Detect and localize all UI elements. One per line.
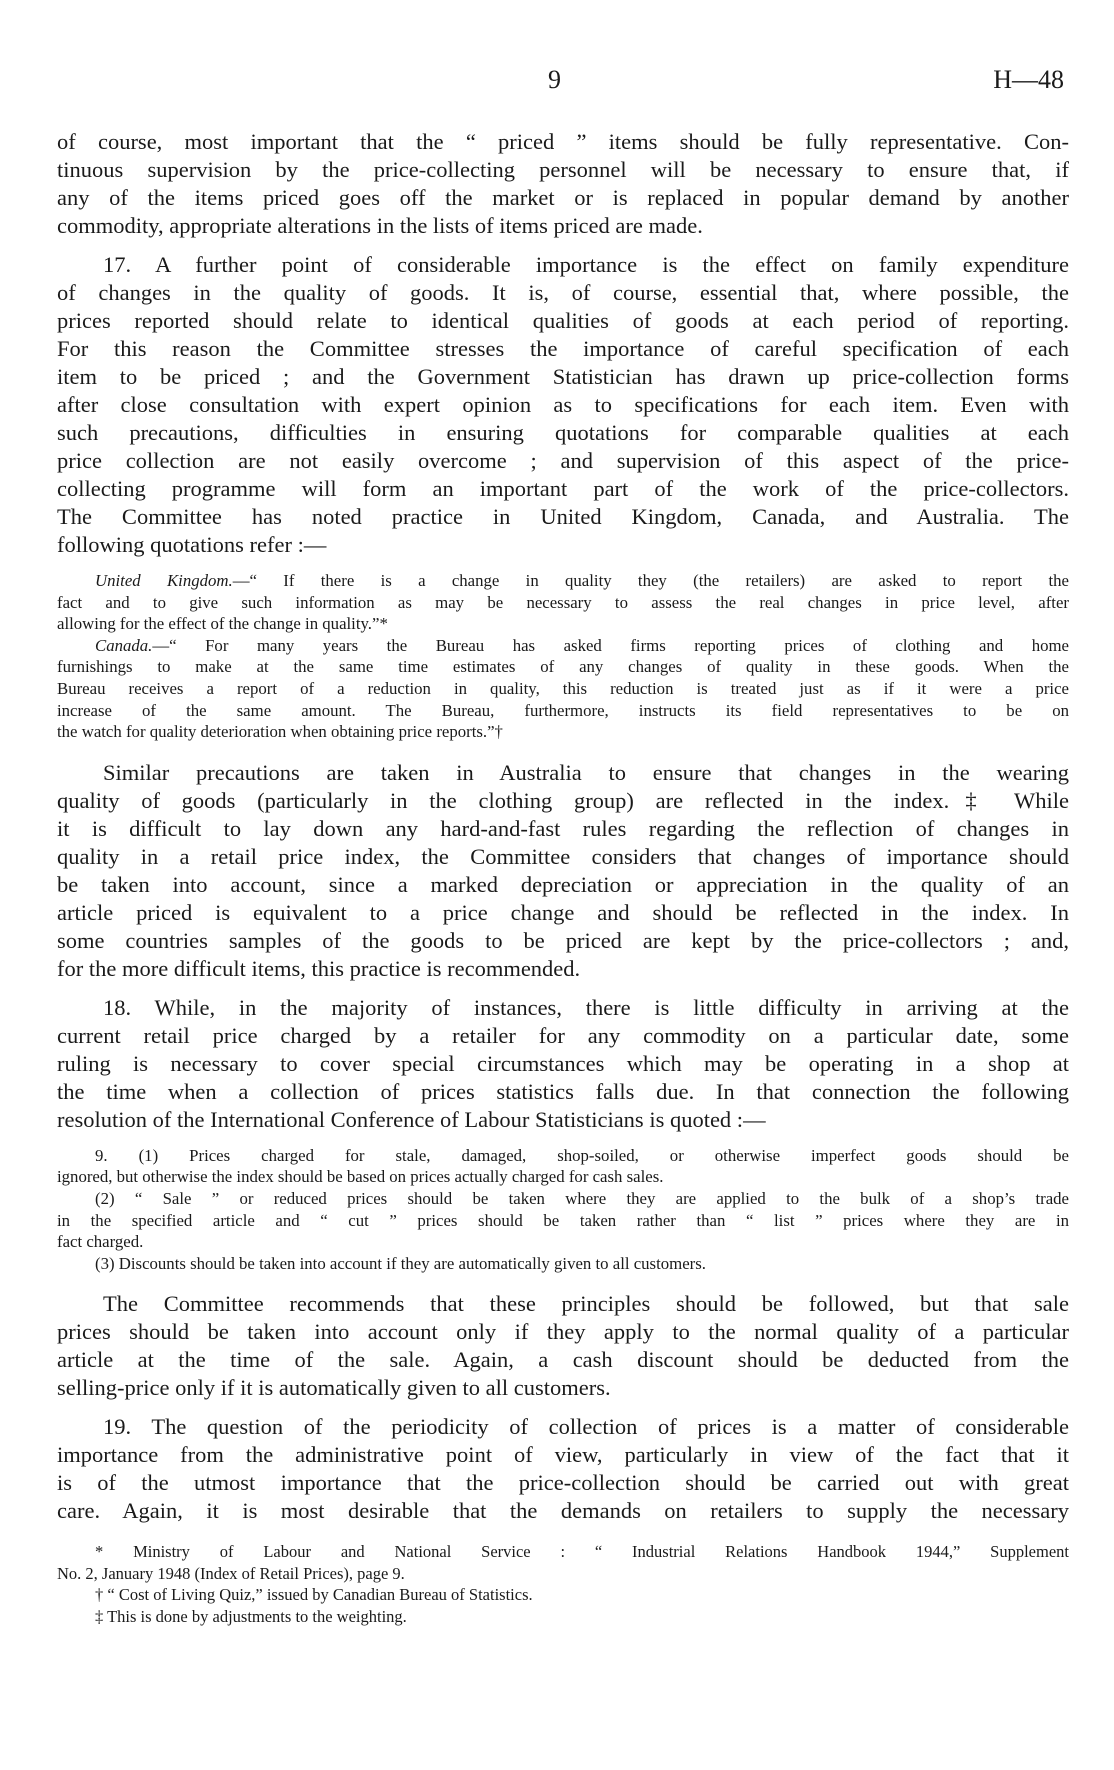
quote-item — [57, 1145, 1069, 1188]
paragraph — [57, 1413, 1069, 1525]
quote-text: —“ If there is a change in quality they (the retailers) are asked to report the — [232, 571, 1069, 590]
text-line: resolution of the International Conference of Labour Statisticians is quoted :— — [57, 1106, 766, 1132]
text-line — [57, 1210, 1069, 1232]
quote-source: United Kingdom. — [95, 571, 233, 590]
footnote — [57, 1606, 1069, 1627]
text-line: care. Again, it is most desirable that the demands on retailers to supply the necessary — [57, 1498, 1069, 1524]
text-line: ‡ This is done by adjustments to the weighting. — [95, 1606, 407, 1626]
paragraph — [57, 128, 1069, 240]
text-line: No. 2, January 1948 (Index of Retail Prices), page 9. — [57, 1563, 405, 1583]
quote-item — [57, 1253, 1069, 1275]
quote-text: —“ For many years the Bureau has asked firms reporting prices of clothing and home — [152, 635, 1069, 655]
text-line: Similar precautions are taken in Australia to ensure that changes in the wearing — [103, 759, 1069, 785]
quote-item — [57, 1188, 1069, 1253]
text-line — [57, 1253, 1069, 1275]
block-quote — [57, 1145, 1069, 1275]
text-line: For this reason the Committee stresses the importance of careful specification of each — [57, 336, 1069, 361]
text-line: after close consultation with expert opinion as to specifications for each item. Even with — [57, 392, 1069, 417]
text-line: for the more difficult items, this practice is recommended. — [57, 955, 581, 981]
text-line: collecting programme will form an important part of the work of the price-collectors. — [57, 476, 1069, 501]
text-line: quality in a retail price index, the Committee considers that changes of importance should — [57, 843, 1069, 869]
text-line — [57, 1145, 1069, 1167]
document-reference: H—48 — [993, 65, 1064, 94]
quote-text: furnishings to make at the same time estimates of any changes of quality in these goods. When the — [57, 657, 1069, 677]
text-line: quality of goods (particularly in the clothing group) are reflected in the index.‡ While — [57, 787, 1069, 813]
quote-source: Canada. — [95, 635, 153, 655]
quote-text: fact and to give such information as may be necessary to assess the real changes in price level, after — [57, 592, 1069, 612]
text-line: article at the time of the sale. Again, a cash discount should be deducted from the — [57, 1347, 1069, 1373]
quote-text: Bureau receives a report of a reduction in quality, this reduction is treated just as if it were a price — [57, 678, 1069, 698]
text-line: article priced is equivalent to a price change and should be reflected in the index. In — [57, 899, 1069, 925]
text-line: price collection are not easily overcome ; and supervision of this aspect of the price- — [57, 448, 1069, 473]
text-line — [57, 1188, 1069, 1210]
text-line — [57, 592, 1069, 614]
paragraph — [57, 1290, 1069, 1402]
footnote — [57, 1584, 1069, 1605]
quote-item — [57, 570, 1069, 635]
text-line: The Committee has noted practice in United Kingdom, Canada, and Australia. The — [57, 504, 1069, 529]
text-line: † “ Cost of Living Quiz,” issued by Canadian Bureau of Statistics. — [95, 1585, 533, 1605]
text-line: of course, most important that the “ priced ” items should be fully representative. Con- — [57, 129, 1069, 154]
text-line — [57, 700, 1069, 722]
text-line — [57, 678, 1069, 700]
quote-text: (2) “ Sale ” or reduced prices should be taken where they are applied to the bulk of a shop’s trade — [95, 1188, 1069, 1208]
text-line — [57, 656, 1069, 678]
quote-text: increase of the same amount. The Bureau, furthermore, instructs its field representatives to be on — [57, 700, 1069, 720]
text-line: ruling is necessary to cover special circumstances which may be operating in a shop at — [57, 1050, 1069, 1076]
page-number: 9 — [548, 65, 561, 94]
text-line: be taken into account, since a marked depreciation or appreciation in the quality of an — [57, 871, 1069, 897]
quote-item — [57, 635, 1069, 743]
text-line: tinuous supervision by the price-collecting personnel will be necessary to ensure that, if — [57, 157, 1069, 182]
text-line: prices should be taken into account only if they apply to the normal quality of a particular — [57, 1319, 1069, 1345]
paragraph — [57, 251, 1069, 559]
text-line: following quotations refer :— — [57, 532, 327, 557]
text-line: The Committee recommends that these principles should be followed, but that sale — [103, 1291, 1069, 1317]
text-line: any of the items priced goes off the market or is replaced in popular demand by another — [57, 185, 1069, 210]
quote-text: (3) Discounts should be taken into account if they are automatically given to all customers. — [95, 1253, 706, 1273]
text-line: the time when a collection of prices statistics falls due. In that connection the following — [57, 1078, 1069, 1104]
text-line: current retail price charged by a retailer for any commodity on a particular date, some — [57, 1022, 1069, 1048]
text-line: prices reported should relate to identical qualities of goods at each period of reporting. — [57, 308, 1069, 333]
quote-text: in the specified article and “ cut ” prices should be taken rather than “ list ” prices where they are in — [57, 1210, 1069, 1230]
footnotes — [57, 1541, 1069, 1627]
paragraph — [57, 759, 1069, 983]
text-line: some countries samples of the goods to be priced are kept by the price-collectors ; and, — [57, 927, 1069, 953]
paragraph — [57, 994, 1069, 1134]
text-line — [57, 721, 1069, 743]
text-line — [57, 1231, 1069, 1253]
text-line: of changes in the quality of goods. It is, of course, essential that, where possible, the — [57, 280, 1069, 305]
text-line: 18. While, in the majority of instances, there is little difficulty in arriving at the — [103, 994, 1069, 1020]
quote-text: 9. (1) Prices charged for stale, damaged, shop-soiled, or otherwise imperfect goods should be — [95, 1145, 1069, 1165]
text-line — [57, 570, 1069, 592]
text-line: it is difficult to lay down any hard-and-fast rules regarding the reflection of changes in — [57, 815, 1069, 841]
text-line — [57, 613, 1069, 635]
text-line — [57, 1166, 1069, 1188]
quote-text: ignored, but otherwise the index should be based on prices actually charged for cash sales. — [57, 1167, 664, 1187]
text-line: item to be priced ; and the Government Statistician has drawn up price-collection forms — [57, 364, 1069, 389]
text-line: importance from the administrative point of view, particularly in view of the fact that it — [57, 1442, 1069, 1468]
text-line: 17. A further point of considerable importance is the effect on family expenditure — [103, 252, 1069, 277]
document-body — [57, 128, 1069, 1627]
text-line: such precautions, difficulties in ensuring quotations for comparable qualities at each — [57, 420, 1069, 445]
text-line — [57, 635, 1069, 657]
quote-text: allowing for the effect of the change in quality.”* — [57, 614, 388, 634]
quote-text: the watch for quality deterioration when obtaining price reports.”† — [57, 722, 503, 742]
text-line: 19. The question of the periodicity of collection of prices is a matter of considerable — [103, 1414, 1069, 1440]
quote-text: fact charged. — [57, 1232, 144, 1252]
text-line: commodity, appropriate alterations in the lists of items priced are made. — [57, 213, 703, 238]
text-line: is of the utmost importance that the price-collection should be carried out with great — [57, 1470, 1069, 1496]
footnote — [57, 1541, 1069, 1584]
text-line: * Ministry of Labour and National Service : “ Industrial Relations Handbook 1944,” Supplement — [95, 1542, 1069, 1562]
block-quote — [57, 570, 1069, 743]
text-line: selling-price only if it is automatically given to all customers. — [57, 1375, 611, 1401]
